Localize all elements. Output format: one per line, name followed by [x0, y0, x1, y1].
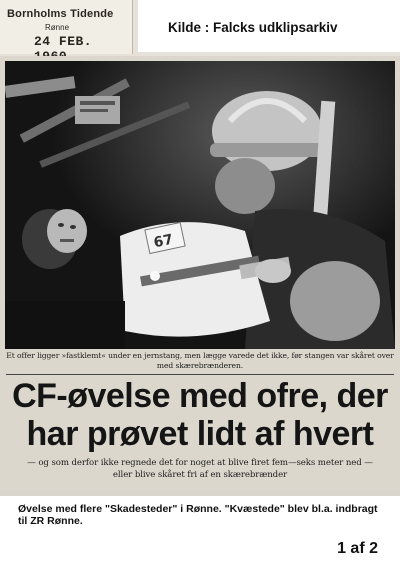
newspaper-clipping	[0, 56, 400, 490]
source-note: Kilde : Falcks udklipsarkiv	[168, 20, 338, 35]
newspaper-name: Bornholms Tidende	[7, 8, 114, 20]
page-counter: 1 af 2	[337, 540, 378, 557]
photo-caption-line-1: Et offer ligger »fastklemt« under en jernstang, men lægge varede det ikke, før stangen var skåret over	[6, 351, 394, 360]
rescue-scene-illustration	[5, 61, 395, 349]
photo-caption-line-2: med skærebrænderen.	[156, 361, 244, 370]
date-stamp: 24 FEB.	[34, 34, 93, 49]
subheadline-line-1: — og som derfor ikke regnede det for noget at blive firet fem—seks meter ned —	[27, 458, 373, 468]
source-note-box	[138, 0, 400, 52]
newspaper-source-label	[0, 0, 133, 54]
archive-note: Øvelse med flere "Skadesteder" i Rønne. "Kvæstede" blev bl.a. indbragt til ZR Rønne.	[18, 503, 378, 527]
bottom-note-area	[0, 496, 400, 570]
news-photo	[5, 61, 395, 349]
headline-line-1: CF-øvelse med ofre, der	[12, 377, 388, 415]
stretcher-tag-label: 67	[152, 231, 175, 252]
newspaper-town: Rønne	[45, 23, 70, 32]
subheadline-line-2: eller blive skåret fri af en skærebrænder	[112, 470, 288, 480]
headline-line-2: har prøvet lidt af hvert	[26, 415, 374, 453]
divider-top	[6, 374, 394, 375]
